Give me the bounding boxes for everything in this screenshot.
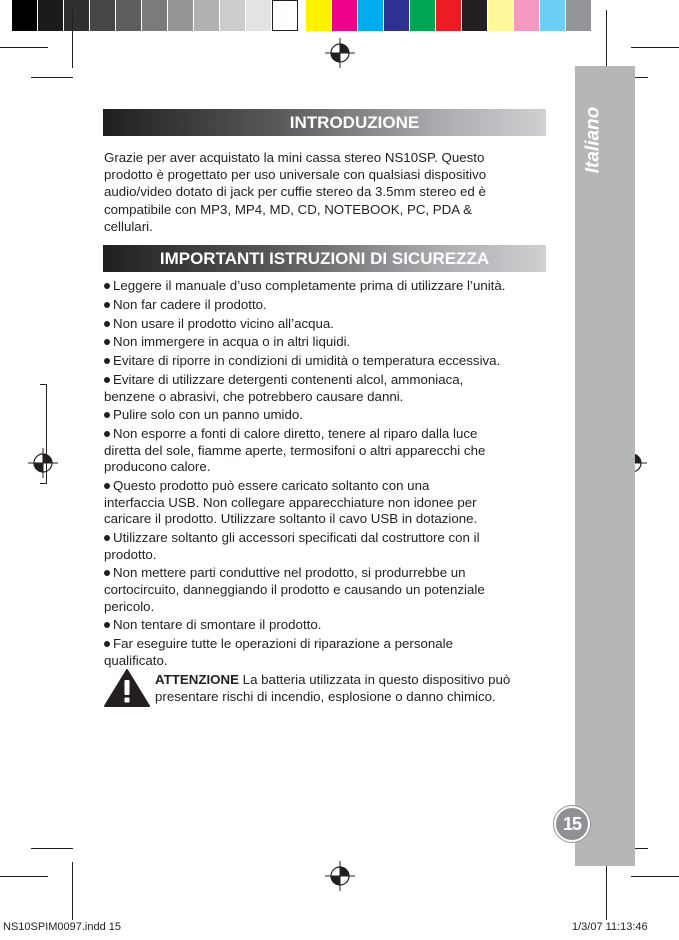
safety-item-text: Non tentare di smontare il prodotto. bbox=[113, 617, 322, 633]
bullet-icon bbox=[104, 377, 110, 383]
safety-item-text: Non usare il prodotto vicino all’acqua. bbox=[113, 315, 335, 331]
intro-line: cellulari. bbox=[104, 218, 153, 234]
safety-item bbox=[104, 636, 546, 669]
bullet-icon bbox=[104, 358, 110, 364]
intro-paragraph bbox=[104, 149, 529, 235]
registration-mark-icon bbox=[325, 861, 355, 891]
intro-heading: INTRODUZIONE bbox=[103, 109, 546, 136]
warning-notice bbox=[155, 671, 550, 705]
safety-item-text: Far eseguire tutte le operazioni di riparazione a personale bbox=[113, 636, 454, 652]
color-swatch bbox=[64, 0, 90, 31]
intro-line: Grazie per aver acquistato la mini cassa stereo NS10SP. Questo bbox=[104, 150, 485, 165]
safety-item-text: Pulire solo con un panno umido. bbox=[113, 407, 303, 423]
color-swatch bbox=[306, 0, 332, 31]
color-calibration-bar bbox=[12, 0, 592, 31]
safety-item-text: Evitare di utilizzare detergenti contenenti alcol, ammoniaca, bbox=[113, 371, 464, 387]
safety-item bbox=[104, 334, 546, 351]
safety-item-text: Non far cadere il prodotto. bbox=[113, 296, 267, 312]
safety-item-text: Non immergere in acqua o in altri liquidi. bbox=[113, 334, 351, 350]
page-number-badge: 15 bbox=[554, 806, 590, 842]
bullet-icon bbox=[104, 321, 110, 327]
safety-item bbox=[104, 278, 546, 295]
safety-item-text: pericolo. bbox=[104, 598, 155, 614]
crop-mark bbox=[72, 862, 73, 920]
color-swatch bbox=[436, 0, 462, 31]
safety-item-text: diretta del sole, fiamme aperte, termosifoni o altri apparecchi che bbox=[104, 442, 486, 458]
language-side-tab bbox=[575, 66, 635, 866]
color-swatch bbox=[194, 0, 220, 31]
warning-text-line: La batteria utilizzata in questo dispositivo può bbox=[242, 672, 511, 687]
color-swatch bbox=[566, 0, 592, 31]
bullet-icon bbox=[104, 283, 110, 289]
color-swatch bbox=[272, 0, 298, 31]
color-swatch bbox=[220, 0, 246, 31]
bullet-icon bbox=[104, 412, 110, 418]
safety-item-text: interfaccia USB. Non collegare apparecchiature non idonee per bbox=[104, 494, 477, 510]
crop-mark bbox=[606, 862, 607, 920]
registration-mark-icon bbox=[325, 38, 355, 68]
language-label: Italiano bbox=[582, 106, 604, 174]
crop-mark bbox=[0, 876, 48, 877]
crop-mark bbox=[31, 848, 73, 849]
swatch-gap bbox=[298, 0, 306, 31]
crop-mark bbox=[0, 47, 48, 48]
safety-item-text: producono calore. bbox=[104, 459, 211, 475]
safety-heading: IMPORTANTI ISTRUZIONI DI SICUREZZA bbox=[103, 245, 546, 272]
safety-item bbox=[104, 316, 546, 333]
safety-item bbox=[104, 478, 546, 528]
safety-item bbox=[104, 617, 546, 634]
safety-item-text: Utilizzare soltanto gli accessori specificati dal costruttore con il bbox=[113, 530, 480, 545]
crop-mark bbox=[31, 77, 73, 78]
safety-item bbox=[104, 407, 546, 424]
bullet-icon bbox=[104, 339, 110, 345]
color-swatch bbox=[358, 0, 384, 31]
bullet-icon bbox=[104, 431, 110, 437]
safety-item-text: Evitare di riporre in condizioni di umidità o temperatura eccessiva. bbox=[113, 353, 501, 369]
warning-text-line: presentare rischi di incendio, esplosione o danno chimico. bbox=[155, 689, 496, 704]
crop-mark bbox=[40, 483, 46, 484]
intro-line: compatibile con MP3, MP4, MD, CD, NOTEBOOK, PC, PDA & bbox=[104, 201, 472, 217]
color-swatch bbox=[38, 0, 64, 31]
safety-item bbox=[104, 530, 546, 563]
safety-item-text: qualificato. bbox=[104, 652, 168, 668]
bullet-icon bbox=[104, 622, 110, 628]
safety-item-text: Leggere il manuale d’uso completamente prima di utilizzare l’unità. bbox=[113, 278, 506, 293]
color-swatch bbox=[90, 0, 116, 31]
bullet-icon bbox=[104, 302, 110, 308]
color-swatch bbox=[116, 0, 142, 31]
print-date: 1/3/07 11:13:46 bbox=[572, 921, 648, 933]
color-swatch bbox=[540, 0, 566, 31]
safety-item bbox=[104, 565, 546, 615]
safety-item-text: caricare il prodotto. Utilizzare soltanto il cavo USB in dotazione. bbox=[104, 511, 478, 527]
safety-item-text: cortocircuito, danneggiando il prodotto e causando un potenziale bbox=[104, 581, 485, 597]
intro-line: prodotto è progettato per uso universale con qualsiasi dispositivo bbox=[104, 167, 487, 183]
color-swatch bbox=[12, 0, 38, 31]
safety-item bbox=[104, 426, 546, 476]
warning-label: ATTENZIONE bbox=[155, 672, 239, 687]
bullet-icon bbox=[104, 483, 110, 489]
crop-mark bbox=[631, 876, 679, 877]
safety-item-text: prodotto. bbox=[104, 546, 157, 562]
color-swatch bbox=[332, 0, 358, 31]
warning-triangle-icon bbox=[103, 668, 151, 708]
crop-mark bbox=[631, 47, 679, 48]
safety-item-text: Non mettere parti conduttive nel prodotto, si produrrebbe un bbox=[113, 565, 466, 581]
safety-item-text: Questo prodotto può essere caricato soltanto con una bbox=[113, 478, 430, 494]
safety-item bbox=[104, 353, 546, 370]
color-swatch bbox=[514, 0, 540, 31]
registration-mark-icon bbox=[28, 448, 58, 478]
color-swatch bbox=[488, 0, 514, 31]
bullet-icon bbox=[104, 570, 110, 576]
crop-mark bbox=[72, 10, 73, 68]
bullet-icon bbox=[104, 535, 110, 541]
color-swatch bbox=[384, 0, 410, 31]
safety-item-text: Non esporre a fonti di calore diretto, tenere al riparo dalla luce bbox=[113, 426, 478, 442]
color-swatch bbox=[168, 0, 194, 31]
print-file-name: NS10SPIM0097.indd 15 bbox=[3, 921, 122, 933]
safety-instructions-list bbox=[104, 278, 546, 672]
color-swatch bbox=[462, 0, 488, 31]
safety-item bbox=[104, 297, 546, 314]
color-swatch bbox=[142, 0, 168, 31]
crop-mark bbox=[40, 384, 46, 385]
crop-mark bbox=[606, 10, 607, 68]
intro-line: audio/video dotato di jack per cuffie stereo da 3.5mm stereo ed è bbox=[104, 184, 486, 200]
safety-item bbox=[104, 372, 546, 405]
color-swatch bbox=[246, 0, 272, 31]
color-swatch bbox=[410, 0, 436, 31]
bullet-icon bbox=[104, 641, 110, 647]
safety-item-text: benzene o abrasivi, che potrebbero causare danni. bbox=[104, 388, 404, 404]
